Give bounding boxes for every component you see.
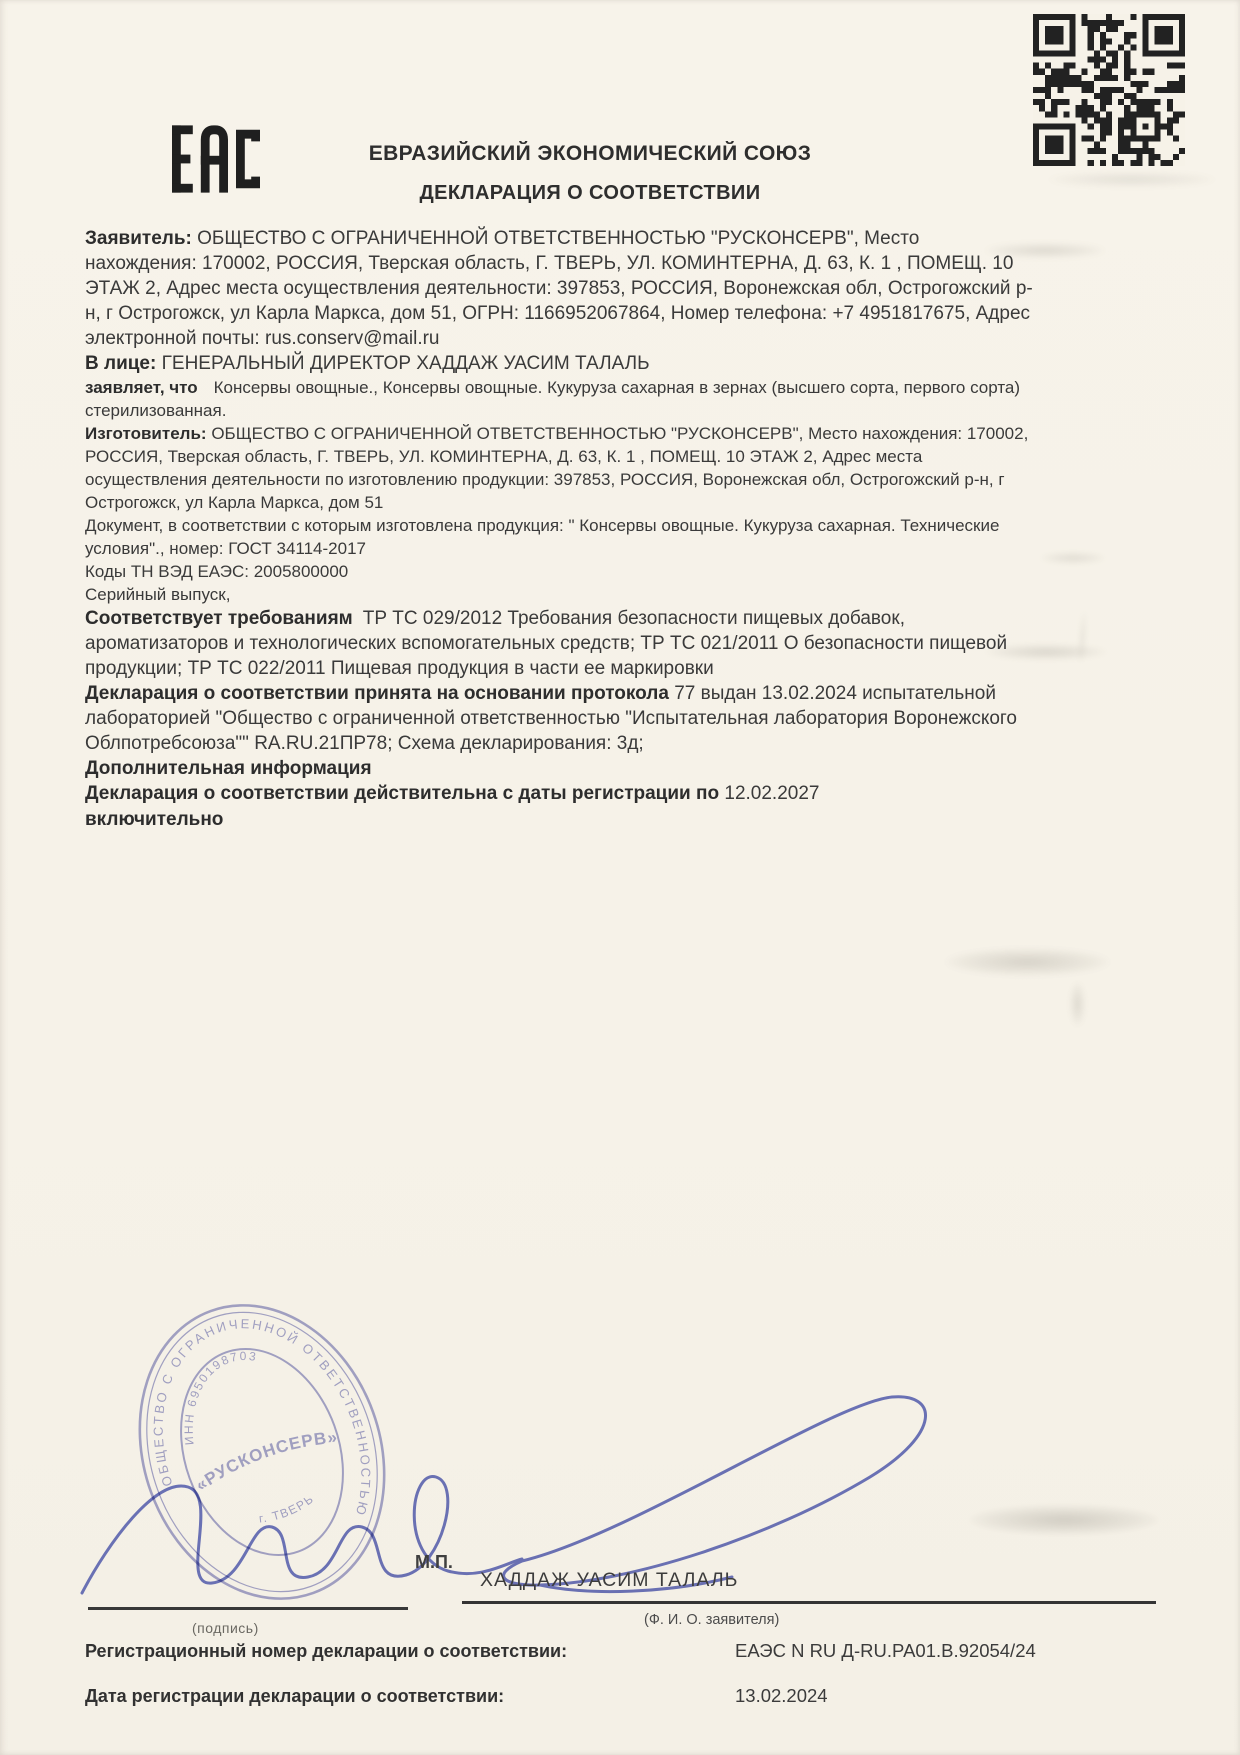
scan-smudge (968, 1505, 1160, 1535)
stamp-place-label: М.П. (415, 1552, 453, 1572)
validity-suffix: включительно (85, 809, 224, 830)
scan-smudge (1078, 610, 1087, 665)
document-title: ДЕКЛАРАЦИЯ О СООТВЕТСТВИИ (419, 182, 761, 204)
declares-text: Консервы овощные., Консервы овощные. Кукуруза сахарная в зернах (высшего сорта, первого сорта) стерилизованная. (85, 378, 1021, 420)
complies-text: ТР ТС 029/2012 Требования безопасности пищевых добавок, ароматизаторов и технологических вспомогательных средств; ТР ТС 021/2011 О безопасности пищевой продукции; ТР ТС 022/2011 Пищевая продукция в части ее маркировки (85, 608, 1008, 679)
registration-number-label: Регистрационный номер декларации о соответствии: (85, 1641, 568, 1661)
scan-smudge (1070, 982, 1085, 1026)
stamp-inn-text: ИНН 6950198703 (181, 1348, 259, 1446)
complies-label: Соответствует требованиям (85, 608, 353, 629)
tnved-codes-line: Коды ТН ВЭД ЕАЭС: 2005800000 (85, 562, 349, 581)
basis-text: 77 выдан 13.02.2024 испытательной лабораторией "Общество с ограниченной ответственностью "Испытательная лаборатория Воронежского Облпотребсоюза"" RA.RU.21ПР78; Схема декларирования: 3д; (85, 683, 1017, 754)
stamp-center-text: «РУСКОНСЕРВ» (192, 1427, 339, 1495)
scan-smudge (1040, 552, 1106, 564)
applicant-name-line (462, 1601, 1156, 1604)
document-header (85, 142, 1095, 204)
applicant-name-caption: (Ф. И. О. заявителя) (644, 1612, 780, 1628)
applicant-text: ОБЩЕСТВО С ОГРАНИЧЕННОЙ ОТВЕТСТВЕННОСТЬЮ "РУСКОНСЕРВ", Место нахождения: 170002, РОССИЯ, Тверская область, Г. ТВЕРЬ, УЛ. КОМИНТЕРНА, Д. 63, К. 1 , ПОМЕЩ. 10 ЭТАЖ 2, Адрес места осуществления деятельности: 397853, РОССИЯ, Воронежская обл, Острогожский р-н, г Острогожск, ул Карла Маркса, дом 51, ОГРН: 1166952067864, Номер телефона: +7 4951817675, Адрес электронной почты: rus.conserv@mail.ru (85, 228, 1033, 349)
handwritten-signature (70, 1335, 950, 1645)
manufacturer-paragraph (85, 422, 1033, 514)
signature-line (88, 1607, 408, 1610)
registration-date-value: 13.02.2024 (735, 1685, 828, 1706)
additional-info-heading: Дополнительная информация (85, 758, 372, 779)
union-title: ЕВРАЗИЙСКИЙ ЭКОНОМИЧЕСКИЙ СОЮЗ (368, 142, 812, 165)
applicant-paragraph (85, 226, 1033, 351)
in-person-text: ГЕНЕРАЛЬНЫЙ ДИРЕКТОР ХАДДАЖ УАСИМ ТАЛАЛЬ (161, 353, 650, 374)
registration-date-label: Дата регистрации декларации о соответствии: (85, 1686, 505, 1706)
declares-label: заявляет, что (85, 378, 198, 397)
stamp-city-text: г. ТВЕРЬ (258, 1491, 317, 1526)
basis-label: Декларация о соответствии принята на основании протокола (85, 683, 669, 704)
manufacturer-label: Изготовитель: (85, 424, 207, 443)
applicant-label: Заявитель: (85, 228, 192, 249)
validity-date: 12.02.2027 (724, 783, 820, 804)
serial-issue-line: Серийный выпуск, (85, 585, 231, 604)
manufacturer-text: ОБЩЕСТВО С ОГРАНИЧЕННОЙ ОТВЕТСТВЕННОСТЬЮ "РУСКОНСЕРВ", Место нахождения: 170002, РОССИЯ, Тверская область, Г. ТВЕРЬ, УЛ. КОМИНТЕРНА, Д. 63, К. 1 , ПОМЕЩ. 10 ЭТАЖ 2, Адрес места осуществления деятельности по изготовлению продукции: 397853, РОССИЯ, Воронежская обл, Острогожский р-н, г Острогожск, ул Карла Маркса, дом 51 (85, 424, 1029, 512)
validity-label: Декларация о соответствии действительна с даты регистрации по (85, 783, 720, 804)
applicant-name: ХАДДАЖ УАСИМ ТАЛАЛЬ (480, 1569, 739, 1591)
scan-smudge (945, 948, 1110, 976)
signature-caption: (подпись) (192, 1620, 259, 1636)
product-document-paragraph: Документ, в соответствии с которым изготовлена продукция: " Консервы овощные. Кукуруза сахарная. Технические условия"., номер: ГОСТ 34114-2017 (85, 516, 1000, 558)
registration-number-value: ЕАЭС N RU Д-RU.РА01.В.92054/24 (735, 1640, 1036, 1661)
document-body (85, 226, 1033, 833)
basis-paragraph (85, 681, 1033, 756)
in-person-label: В лице: (85, 353, 157, 374)
stamp-ring-text: ОБЩЕСТВО С ОГРАНИЧЕННОЙ ОТВЕТСТВЕННОСТЬЮ (150, 1316, 374, 1519)
in-person-paragraph (85, 351, 1033, 376)
validity-paragraph (85, 781, 1033, 833)
complies-paragraph (85, 606, 1033, 681)
declares-paragraph (85, 376, 1033, 422)
